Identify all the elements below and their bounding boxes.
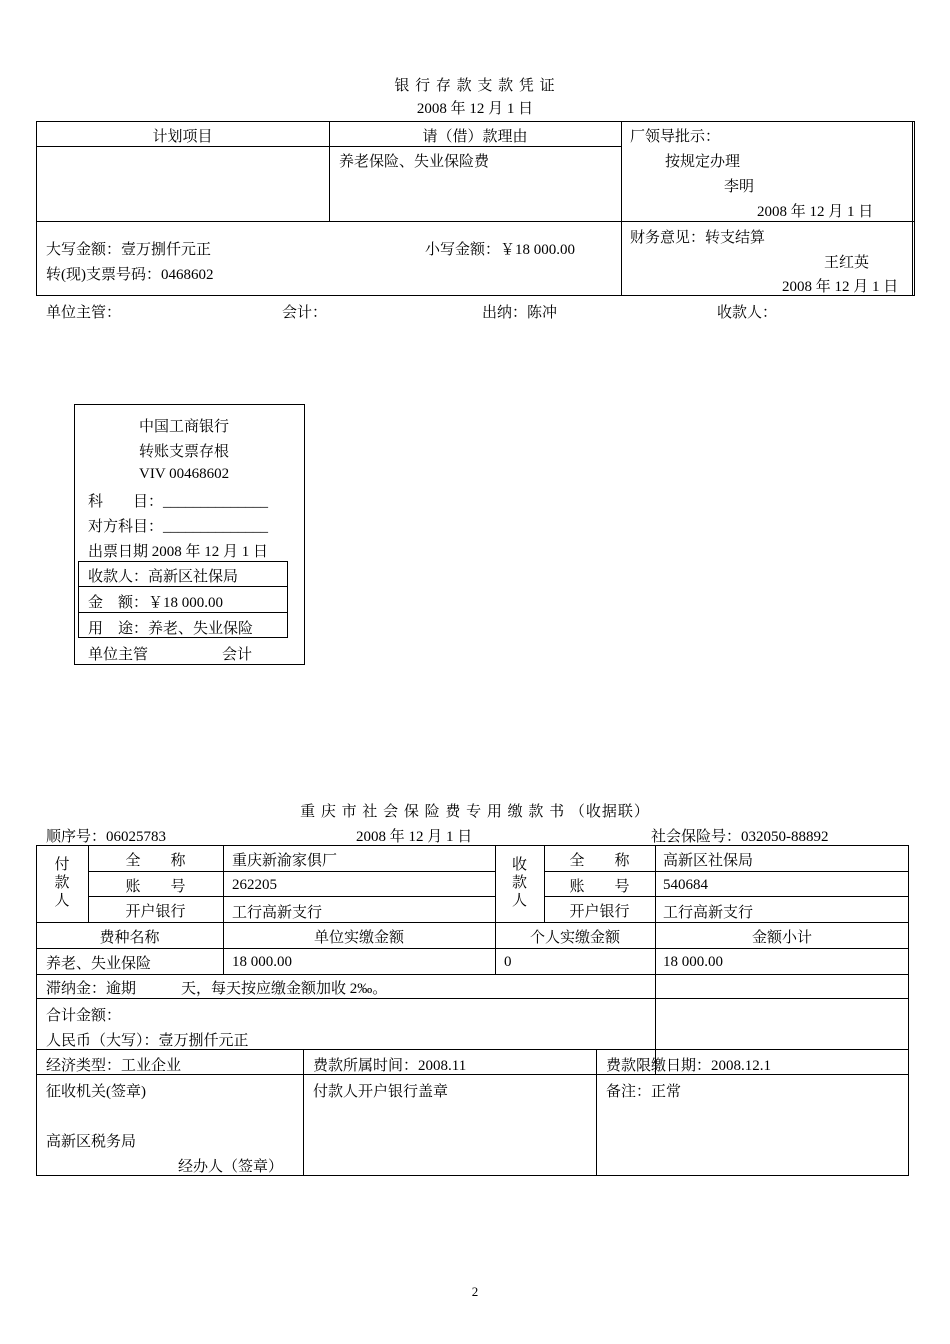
payer-label-char: 款 xyxy=(54,875,70,891)
stub-payee: 收款人：高新区社保局 xyxy=(88,569,239,585)
payer-account: 262205 xyxy=(232,877,277,893)
voucher-double-border xyxy=(912,121,913,296)
bank-seal: 付款人开户银行盖章 xyxy=(313,1084,449,1100)
remark: 备注：正常 xyxy=(606,1084,682,1100)
r-vline-6 xyxy=(303,1049,304,1176)
r-vline-2 xyxy=(223,845,224,974)
payee-label-char: 款 xyxy=(511,875,527,891)
payer-bank-label: 开户银行 xyxy=(125,904,186,920)
r-hline-1b xyxy=(544,871,909,872)
voucher-title: 银 行 存 款 支 款 凭 证 xyxy=(394,78,556,94)
r-hline-3 xyxy=(36,922,909,923)
amount-lower: 小写金额：￥18 000.00 xyxy=(425,242,576,258)
header-subtotal: 金额小计 xyxy=(751,930,812,946)
finance-date: 2008 年 12 月 1 日 xyxy=(782,279,899,295)
payer-name-label: 全 称 xyxy=(125,853,186,869)
finance-opinion: 财务意见：转支结算 xyxy=(630,230,766,246)
stub-contra-subject: 对方科目：______________ xyxy=(88,519,269,535)
late-fee: 滞纳金：逾期 天，每天按应缴金额加收 2‰。 xyxy=(46,981,388,997)
handler-signature: 经办人（签章） xyxy=(178,1159,284,1175)
voucher-mid-line xyxy=(36,221,915,222)
header-unit-amount: 单位实缴金额 xyxy=(313,930,404,946)
reason-value: 养老保险、失业保险费 xyxy=(339,154,490,170)
header-fee-name: 费种名称 xyxy=(99,930,160,946)
payee-name-label: 全 称 xyxy=(569,853,630,869)
total-upper: 人民币（大写）：壹万捌仟元正 xyxy=(46,1033,249,1049)
payer-label-char: 人 xyxy=(54,893,70,909)
r-vline-7 xyxy=(596,1049,597,1176)
r-hline-6 xyxy=(36,998,909,999)
header-person-amount: 个人实缴金额 xyxy=(529,930,620,946)
voucher-header-line xyxy=(36,146,621,147)
stub-number: VIV 00468602 xyxy=(139,466,230,482)
tax-bureau: 高新区税务局 xyxy=(46,1134,137,1150)
person-amount: 0 xyxy=(504,954,512,970)
stub-subject: 科 目：______________ xyxy=(88,494,269,510)
unit-amount: 18 000.00 xyxy=(232,954,292,970)
receipt-title: 重 庆 市 社 会 保 险 费 专 用 缴 款 书 （收据联） xyxy=(300,804,650,820)
col-reason: 请（借）款理由 xyxy=(422,129,528,145)
payer-name: 重庆新渝家俱厂 xyxy=(232,853,338,869)
stub-title: 转账支票存根 xyxy=(139,444,230,460)
finance-person: 王红英 xyxy=(824,255,870,271)
stub-accountant: 会计 xyxy=(222,647,253,663)
stub-inner-line-2 xyxy=(78,612,288,613)
voucher-date: 2008 年 12 月 1 日 xyxy=(416,101,534,117)
payee-account-label: 账 号 xyxy=(569,879,630,895)
col-plan: 计划项目 xyxy=(152,129,213,145)
subtotal-amount: 18 000.00 xyxy=(663,954,723,970)
payer-account-label: 账 号 xyxy=(125,879,186,895)
total-label: 合计金额： xyxy=(46,1008,122,1024)
receipt-date: 2008 年 12 月 1 日 xyxy=(356,829,473,845)
payer-bank: 工行高新支行 xyxy=(232,905,323,921)
approval-label: 厂领导批示： xyxy=(630,129,721,145)
r-vline-5 xyxy=(655,845,656,1074)
fee-period: 费款所属时间：2008.11 xyxy=(313,1058,467,1074)
payee-label xyxy=(495,856,544,910)
insurance-number: 社会保险号：032050-88892 xyxy=(651,829,829,845)
sig-head: 单位主管： xyxy=(46,305,122,321)
sig-cashier: 出纳：陈冲 xyxy=(482,305,558,321)
stub-bank: 中国工商银行 xyxy=(139,419,230,435)
payee-label-char: 人 xyxy=(511,893,527,909)
r-hline-2a xyxy=(88,896,495,897)
payee-name: 高新区社保局 xyxy=(663,853,754,869)
r-hline-5 xyxy=(36,974,909,975)
r-hline-4 xyxy=(36,948,909,949)
stub-amount: 金 额：￥18 000.00 xyxy=(88,595,224,611)
payer-label xyxy=(36,856,88,910)
voucher-divider-2 xyxy=(621,121,622,296)
fee-name: 养老、失业保险 xyxy=(46,956,152,972)
sig-payee: 收款人： xyxy=(717,305,778,321)
approval-date: 2008 年 12 月 1 日 xyxy=(757,204,874,220)
payee-label-char: 收 xyxy=(511,857,527,873)
stub-issue-date: 出票日期 2008 年 12 月 1 日 xyxy=(88,544,269,560)
stub-purpose: 用 途：养老、失业保险 xyxy=(88,621,254,637)
stub-inner-line-1 xyxy=(78,586,288,587)
r-hline-1a xyxy=(88,871,495,872)
amount-upper: 大写金额：壹万捌仟元正 xyxy=(46,242,212,258)
cheque-number: 转(现)支票号码：0468602 xyxy=(46,267,214,283)
payee-bank-label: 开户银行 xyxy=(569,904,630,920)
sig-accountant: 会计： xyxy=(282,305,328,321)
payee-bank: 工行高新支行 xyxy=(663,905,754,921)
fee-deadline: 费款限缴日期：2008.12.1 xyxy=(606,1058,772,1074)
receipt-serial: 顺序号：06025783 xyxy=(46,829,167,845)
economic-type: 经济类型：工业企业 xyxy=(46,1058,182,1074)
collector-seal: 征收机关(签章) xyxy=(46,1084,146,1100)
approver-name: 李明 xyxy=(724,179,755,195)
stub-head: 单位主管 xyxy=(88,647,149,663)
payee-account: 540684 xyxy=(663,877,708,893)
r-hline-2b xyxy=(544,896,909,897)
payer-label-char: 付 xyxy=(54,857,70,873)
page-number: 2 xyxy=(471,1284,479,1299)
approval-text: 按规定办理 xyxy=(665,154,741,170)
